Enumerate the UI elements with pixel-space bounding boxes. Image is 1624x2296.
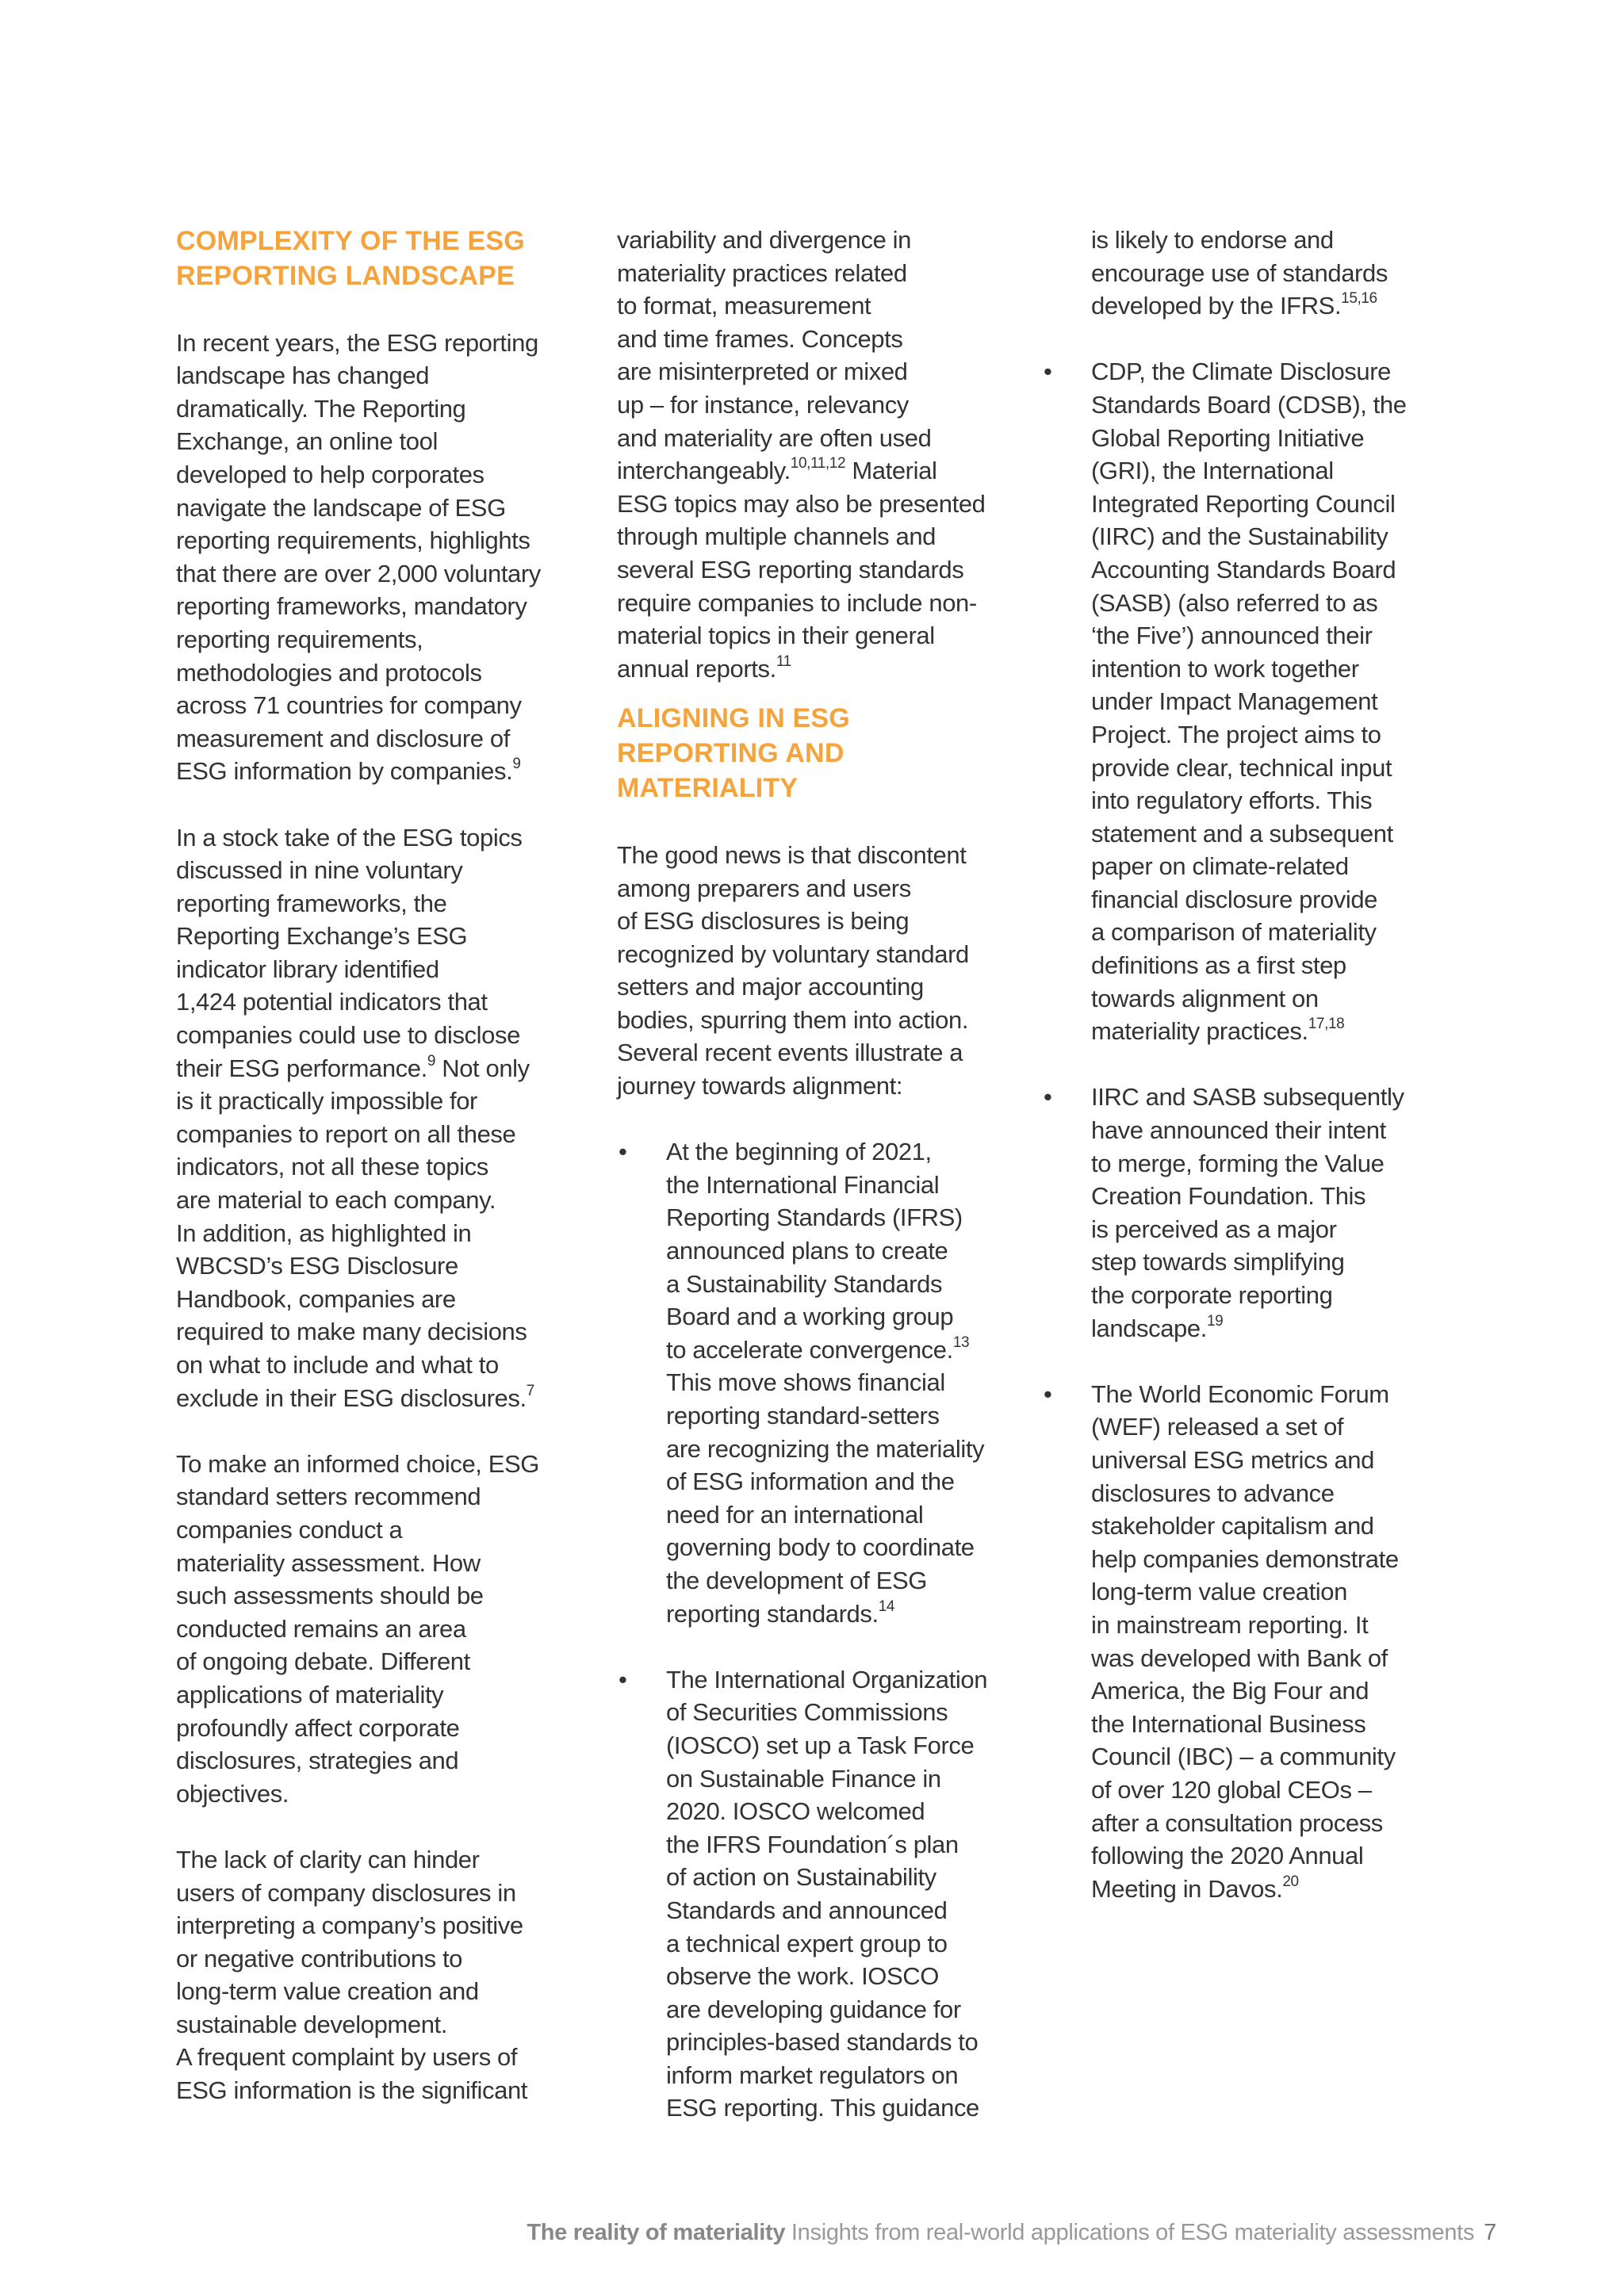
text-line: is it practically impossible for [176, 1087, 477, 1115]
text-line: (GRI), the International [1091, 457, 1334, 485]
text-line: profoundly affect corporate [176, 1713, 460, 1742]
text-line: Global Reporting Initiative [1091, 423, 1365, 452]
text-line: under Impact Management [1091, 687, 1378, 716]
text-line: into regulatory efforts. This [1091, 786, 1373, 815]
column-3 [1042, 224, 1486, 1905]
text-line: variability and divergence in [617, 226, 911, 254]
text-line: reporting frameworks, the [176, 889, 447, 917]
text-line: the IFRS Foundation´s plan [666, 1830, 959, 1858]
text-line: This move shows financial [666, 1368, 945, 1397]
text-line: developed by the IFRS. [1091, 292, 1342, 320]
text-line: Standards and announced [666, 1896, 948, 1924]
text-line: inform market regulators on [666, 2061, 959, 2089]
text-line: of action on Sustainability [666, 1863, 936, 1892]
text-line: dramatically. The Reporting [176, 394, 466, 423]
text-line: ESG topics may also be presented [617, 489, 986, 518]
text-line: Board and a working group [666, 1303, 954, 1331]
text-line: to merge, forming the Value [1091, 1149, 1385, 1177]
text-line: 2020. IOSCO welcomed [666, 1797, 925, 1826]
text-line: of ESG disclosures is being [617, 907, 910, 936]
text-line: the development of ESG [666, 1566, 927, 1594]
bullet-icon: • [1044, 1380, 1052, 1408]
text-line: universal ESG metrics and [1091, 1445, 1374, 1474]
text-line: several ESG reporting standards [617, 555, 964, 584]
footnote-ref: 9 [427, 1052, 436, 1070]
text-line: observe the work. IOSCO [666, 1962, 939, 1991]
text-line: provide clear, technical input [1091, 753, 1392, 782]
text-line: reporting requirements, highlights [176, 526, 530, 555]
text-line: required to make many decisions [176, 1318, 527, 1346]
text-line: journey towards alignment: [617, 1072, 903, 1100]
text-line: objectives. [176, 1779, 289, 1808]
text-line: the corporate reporting [1091, 1281, 1333, 1309]
text-line: Meeting in Davos. [1091, 1874, 1283, 1903]
text-line: statement and a subsequent [1091, 819, 1393, 848]
column-2 [617, 224, 1029, 2125]
text-line: applications of materiality [176, 1680, 444, 1709]
paragraph [176, 1448, 588, 1811]
text-line: measurement and disclosure of [176, 724, 510, 752]
footnote-ref: 20 [1282, 1873, 1299, 1890]
bullet-item-the-five [1042, 355, 1486, 1047]
text-line: paper on climate-related [1091, 852, 1349, 881]
text-line: Several recent events illustrate a [617, 1039, 963, 1067]
footer-title: The reality of materiality [527, 2220, 786, 2245]
bullet-icon: • [619, 1665, 627, 1693]
text-line: The good news is that discontent [617, 840, 967, 869]
text-line: and materiality are often used [617, 423, 932, 452]
text-line: In addition, as highlighted in [176, 1219, 472, 1247]
text-line: To make an informed choice, ESG [176, 1449, 539, 1478]
text-line: long-term value creation and [176, 1977, 479, 2006]
paragraph [176, 327, 588, 788]
text-line: materiality practices related [617, 258, 907, 287]
text-line: announced plans to create [666, 1237, 948, 1265]
text-line: financial disclosure provide [1091, 885, 1377, 913]
bullet-item-continued [1042, 224, 1486, 323]
text-line: America, the Big Four and [1091, 1677, 1369, 1705]
bullet-item-wef [1042, 1378, 1486, 1906]
text-line: conducted remains an area [176, 1614, 466, 1643]
text-line: on Sustainable Finance in [666, 1764, 941, 1793]
text-line: a technical expert group to [666, 1929, 948, 1957]
text-line: reporting requirements, [176, 625, 423, 653]
footnote-ref: 11 [776, 652, 791, 670]
text-line: indicator library identified [176, 955, 439, 983]
text-line: Handbook, companies are [176, 1284, 456, 1313]
paragraph: variability and divergence in materiality practices related to format, measurement and time frames. Concepts are misinterpreted or mixed up – for instance, relevancy and materiality are often used interchangeably.$^{10,11,12}$ Material ESG topics may also be presented through multiple channels and several ESG reporting standards require companies to include non- material topics in their general annual reports.$^{11}$ [617, 226, 986, 683]
text-line: towards alignment on [1091, 984, 1319, 1012]
footnote-ref: 14 [878, 1598, 895, 1615]
text-line: IIRC and SASB subsequently [1091, 1083, 1404, 1112]
text-line: reporting standards. [666, 1599, 879, 1628]
text-line: In recent years, the ESG reporting [176, 328, 538, 357]
text-line: Reporting Exchange’s ESG [176, 922, 468, 951]
text-line: WBCSD’s ESG Disclosure [176, 1252, 458, 1280]
section-heading-aligning: ALIGNING IN ESG REPORTING AND MATERIALITY [617, 703, 850, 804]
text-line: among preparers and users [617, 874, 911, 902]
text-line: principles-based standards to [666, 2028, 979, 2057]
text-line: indicators, not all these topics [176, 1153, 488, 1181]
text-line: are misinterpreted or mixed [617, 358, 908, 386]
text-line: Integrated Reporting Council [1091, 489, 1396, 518]
text-line: standard setters recommend [176, 1483, 481, 1511]
text-line: companies to report on all these [176, 1119, 516, 1148]
bullet-icon: • [1044, 358, 1052, 386]
text-line: require companies to include non- [617, 588, 977, 617]
text-line: have announced their intent [1091, 1116, 1386, 1145]
column-1 [176, 224, 588, 2107]
text-line: (SASB) (also referred to as [1091, 588, 1378, 617]
text-line: A frequent complaint by users of [176, 2043, 518, 2072]
text-line: encourage use of standards [1091, 258, 1388, 287]
footer-subtitle: Insights from real-world applications of ESG materiality assessments [785, 2220, 1475, 2245]
footnote-ref: 7 [526, 1382, 534, 1399]
footnote-ref: 19 [1206, 1312, 1224, 1330]
text-line: help companies demonstrate [1091, 1544, 1399, 1573]
text-line: are developing guidance for [666, 1995, 961, 2023]
text-line: is likely to endorse and [1091, 226, 1334, 254]
text-line: up – for instance, relevancy [617, 390, 909, 419]
text-line: a Sustainability Standards [666, 1269, 943, 1298]
text-line: Council (IBC) – a community [1091, 1743, 1396, 1771]
text-line: navigate the landscape of ESG [176, 493, 506, 522]
text-line: reporting frameworks, mandatory [176, 592, 527, 621]
text-line: recognized by voluntary standard [617, 939, 969, 968]
text-line: following the 2020 Annual [1091, 1842, 1364, 1870]
text-line: through multiple channels and [617, 522, 936, 551]
text-line: of over 120 global CEOs – [1091, 1775, 1372, 1804]
bullet-icon: • [1044, 1083, 1052, 1112]
text-line: In a stock take of the ESG topics [176, 823, 523, 851]
text-line: on what to include and what to [176, 1351, 499, 1379]
text-line: or negative contributions to [176, 1944, 463, 1973]
footnote-ref: 9 [512, 756, 521, 773]
page-footer [527, 2220, 1496, 2246]
text-line: developed to help corporates [176, 460, 485, 488]
text-line: material topics in their general [617, 622, 935, 650]
text-line: 1,424 potential indicators that [176, 988, 488, 1016]
text-line: ESG information by companies. [176, 757, 513, 786]
text-line: companies conduct a [176, 1515, 403, 1544]
text-line: disclosures to advance [1091, 1479, 1335, 1507]
text-line: reporting standard-setters [666, 1402, 940, 1429]
text-line: Creation Foundation. This [1091, 1182, 1366, 1211]
text-line: of ongoing debate. Different [176, 1647, 470, 1676]
text-line: are recognizing the materiality [666, 1434, 985, 1463]
text-line: disclosures, strategies and [176, 1747, 459, 1775]
section-heading-complexity: COMPLEXITY OF THE ESG REPORTING LANDSCAPE [176, 226, 525, 291]
text-line: long-term value creation [1091, 1578, 1347, 1606]
text-line: of Securities Commissions [666, 1698, 948, 1727]
text-line: Standards Board (CDSB), the [1091, 390, 1407, 419]
text-line: The lack of clarity can hinder [176, 1845, 480, 1873]
bullet-item-iirc-sasb [1042, 1081, 1486, 1345]
text-line: was developed with Bank of [1091, 1644, 1388, 1672]
text-line: interpreting a company’s positive [176, 1911, 523, 1940]
text-line: (WEF) released a set of [1091, 1413, 1344, 1441]
text-line: (IIRC) and the Sustainability [1091, 522, 1388, 551]
text-line: landscape has changed [176, 362, 430, 390]
text-line: At the beginning of 2021, [666, 1138, 932, 1166]
text-line: that there are over 2,000 voluntary [176, 559, 541, 587]
text-line: the International Financial [666, 1170, 940, 1199]
text-line: in mainstream reporting. It [1091, 1610, 1369, 1639]
text-line: The World Economic Forum [1091, 1380, 1389, 1408]
text-line: bodies, spurring them into action. [617, 1005, 969, 1034]
text-line: stakeholder capitalism and [1091, 1512, 1374, 1540]
text-line: such assessments should be [176, 1582, 484, 1610]
text-line: intention to work together [1091, 654, 1359, 683]
text-line: and time frames. Concepts [617, 324, 903, 353]
text-line: materiality assessment. How [176, 1548, 481, 1577]
text-line: need for an international [666, 1500, 924, 1529]
text-line: a comparison of materiality [1091, 918, 1377, 947]
text-line: sustainable development. [176, 2010, 447, 2038]
text-line: Reporting Standards (IFRS) [666, 1203, 963, 1232]
text-line: Project. The project aims to [1091, 720, 1381, 748]
paragraph [617, 839, 1029, 1103]
text-line: ESG information is the significant [176, 2076, 527, 2105]
text-line: The International Organization [666, 1665, 988, 1693]
text-line: materiality practices. [1091, 1017, 1308, 1046]
text-line: of ESG information and the [666, 1468, 955, 1496]
paragraph [176, 1843, 588, 2107]
text-line: methodologies and protocols [176, 658, 482, 687]
text-line: Accounting Standards Board [1091, 555, 1396, 584]
text-line: are material to each company. [176, 1186, 496, 1215]
text-line: definitions as a first step [1091, 951, 1346, 980]
bullet-item-ifrs [617, 1135, 1029, 1630]
text-line: step towards simplifying [1091, 1248, 1345, 1276]
text-line: exclude in their ESG disclosures. [176, 1383, 527, 1412]
footnote-ref: 13 [952, 1334, 970, 1351]
text-line: setters and major accounting [617, 973, 924, 1001]
footnote-ref: 10,11,12 [790, 454, 846, 472]
text-line: to format, measurement [617, 292, 871, 320]
text-line: across 71 countries for company [176, 691, 522, 720]
text-line: discussed in nine voluntary [176, 856, 463, 885]
text-line: the International Business [1091, 1709, 1366, 1738]
page-number: 7 [1484, 2220, 1496, 2245]
footnote-ref: 15,16 [1341, 289, 1377, 307]
text-line: governing body to coordinate [666, 1533, 975, 1562]
paragraph: In a stock take of the ESG topics discussed in nine voluntary reporting frameworks, the Reporting Exchange’s ESG indicator library identified 1,424 potential indicators that companies could use to disclose their ESG performance.$^9$ Not only is it practically impossible for companies to report on all these indicators, not all these topics are material to each company. In addition, as highlighted in WBCSD’s ESG Disclosure Handbook, companies are required to make many decisions on what to include and what to exclude in their ESG disclosures.$^7$ [176, 823, 534, 1412]
text-line: ESG reporting. This guidance [666, 2094, 979, 2122]
text-line: companies could use to disclose [176, 1021, 520, 1050]
bullet-icon: • [619, 1138, 627, 1166]
text-line: annual reports. [617, 654, 776, 683]
bullet-item-iosco [617, 1663, 1029, 2125]
text-line: Exchange, an online tool [176, 427, 438, 456]
text-line: (IOSCO) set up a Task Force [666, 1731, 975, 1759]
text-line: after a consultation process [1091, 1808, 1383, 1837]
footnote-ref: 17,18 [1308, 1016, 1345, 1032]
text-line: users of company disclosures in [176, 1878, 516, 1907]
text-line: to accelerate convergence. [666, 1335, 953, 1364]
text-line: ‘the Five’) announced their [1091, 622, 1373, 650]
text-line: is perceived as a major [1091, 1215, 1337, 1243]
text-line: CDP, the Climate Disclosure [1091, 358, 1391, 386]
text-line: landscape. [1091, 1314, 1207, 1342]
